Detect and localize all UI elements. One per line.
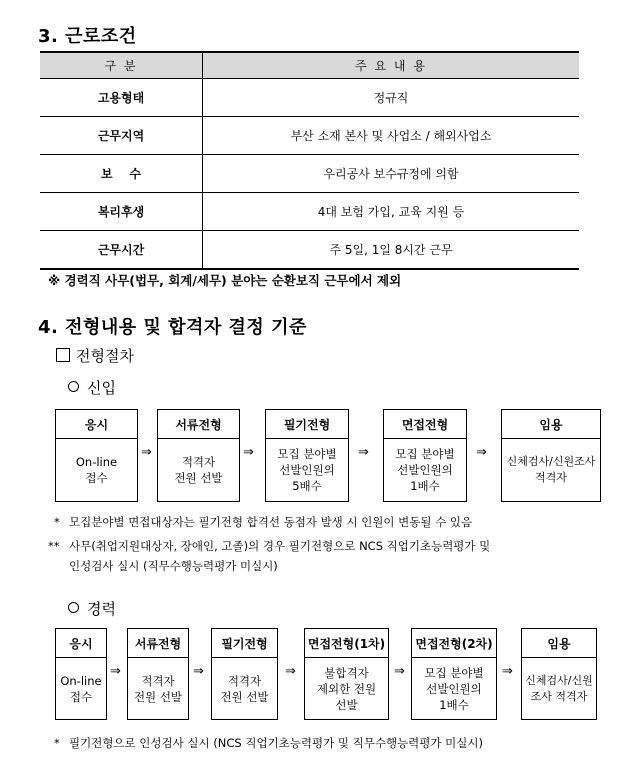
career-step-interview-1 <box>304 628 389 720</box>
step-body: 적격자 전원 선발 <box>133 673 183 704</box>
step-body: 적격자 전원 선발 <box>220 673 269 704</box>
section-3-title: 3. 근로조건 <box>38 26 137 47</box>
circle-bullet-icon <box>68 602 79 613</box>
flow-arrow-icon: ⇒ <box>285 664 296 679</box>
flow-step-interview <box>383 409 467 502</box>
flow-arrow-icon: ⇒ <box>193 664 204 679</box>
step-head: 면접전형(1차) <box>305 629 388 658</box>
row-value: 주 5일, 1일 8시간 근무 <box>203 231 580 270</box>
step-body: On-line 접수 <box>60 673 102 704</box>
table-row <box>40 155 579 193</box>
row-value: 4대 보험 가입, 교육 지원 등 <box>203 193 580 231</box>
step-head: 면접전형 <box>384 410 466 439</box>
step-head: 임용 <box>522 629 596 658</box>
step-body: 신체검사/신원 조사 적격자 <box>525 673 593 703</box>
table-row <box>40 117 579 155</box>
step-body: On-line 접수 <box>75 455 118 485</box>
flow-arrow-icon: ⇒ <box>110 664 121 679</box>
flow-arrow-icon: ⇒ <box>243 445 254 460</box>
footnote-text: 필기전형으로 인성검사 실시 (NCS 직업기초능력평가 및 직무수행능력평가 미실시) <box>69 736 483 750</box>
footnote-mark: ** <box>48 539 60 553</box>
table-header-content: 주 요 내 용 <box>203 52 580 79</box>
table-header-row <box>40 52 579 79</box>
flow-arrow-icon: ⇒ <box>476 445 487 460</box>
flow-step-appointment <box>501 409 601 502</box>
footnote-text: 모집분야별 면접대상자는 필기전형 합격선 동점자 발생 시 인원이 변동될 수 있음 <box>69 515 473 529</box>
exclusion-note: ※ 경력직 사무(법무, 회계/세무) 분야는 순환보직 근무에서 제외 <box>48 273 402 288</box>
step-head: 서류전형 <box>128 629 188 658</box>
table-row <box>40 231 579 270</box>
step-head: 필기전형 <box>212 629 277 658</box>
step-body: 신체검사/신원조사 적격자 <box>506 455 596 484</box>
flow-step-document <box>157 409 240 502</box>
row-value: 정규직 <box>203 79 580 117</box>
row-key: 근무지역 <box>40 117 203 155</box>
step-body: 모집 분야별 선발인원의 5배수 <box>277 447 337 493</box>
flow-arrow-icon: ⇒ <box>358 445 369 460</box>
flow-arrow-icon: ⇒ <box>394 664 405 679</box>
table-row <box>40 193 579 231</box>
step-head: 면접전형(2차) <box>412 629 496 658</box>
career-label: 경력 <box>87 600 116 618</box>
footnote-text: 사무(취업지원대상자, 장애인, 고졸)의 경우 필기전형으로 NCS 직업기초능력평가 및 <box>69 539 491 553</box>
flow-arrow-icon: ⇒ <box>502 664 513 679</box>
flow-step-written <box>265 409 349 502</box>
row-value: 우리공사 보수규정에 의함 <box>203 155 580 193</box>
step-body: 모집 분야별 선발인원의 1배수 <box>395 447 455 493</box>
table-header-category: 구 분 <box>40 52 203 79</box>
career-heading <box>68 598 116 619</box>
step-head: 임용 <box>502 410 600 439</box>
process-heading <box>56 345 134 366</box>
flow-step-apply <box>55 409 138 502</box>
footnote-text: 인성검사 실시 (직무수행능력평가 미실시) <box>69 559 278 573</box>
step-body: 불합격자 제외한 전원 선발 <box>316 665 377 712</box>
new-hire-heading <box>68 377 116 398</box>
process-heading-label: 전형절차 <box>76 347 134 365</box>
step-head: 응시 <box>56 629 106 658</box>
row-key: 복리후생 <box>40 193 203 231</box>
career-step-interview-2 <box>411 628 497 720</box>
career-step-written <box>211 628 278 720</box>
footnote-mark: * <box>54 515 60 529</box>
flow-arrow-icon: ⇒ <box>141 445 152 460</box>
career-step-appointment <box>521 628 597 720</box>
step-body: 모집 분야별 선발인원의 1배수 <box>424 665 484 712</box>
row-key: 근무시간 <box>40 231 203 270</box>
row-value: 부산 소재 본사 및 사업소 / 해외사업소 <box>203 117 580 155</box>
step-head: 필기전형 <box>266 410 348 439</box>
work-conditions-table <box>40 51 579 270</box>
row-key: 보 수 <box>40 155 203 193</box>
step-head: 서류전형 <box>158 410 239 439</box>
row-key: 고용형태 <box>40 79 203 117</box>
circle-bullet-icon <box>68 381 79 392</box>
career-step-document <box>127 628 189 720</box>
step-body: 적격자 전원 선발 <box>174 455 223 485</box>
career-step-apply <box>55 628 107 720</box>
table-row <box>40 79 579 117</box>
new-hire-label: 신입 <box>87 379 116 397</box>
section-4-title: 4. 전형내용 및 합격자 결정 기준 <box>38 317 307 338</box>
checkbox-square-icon <box>56 348 70 362</box>
step-head: 응시 <box>56 410 137 439</box>
footnote-mark: * <box>54 736 60 750</box>
